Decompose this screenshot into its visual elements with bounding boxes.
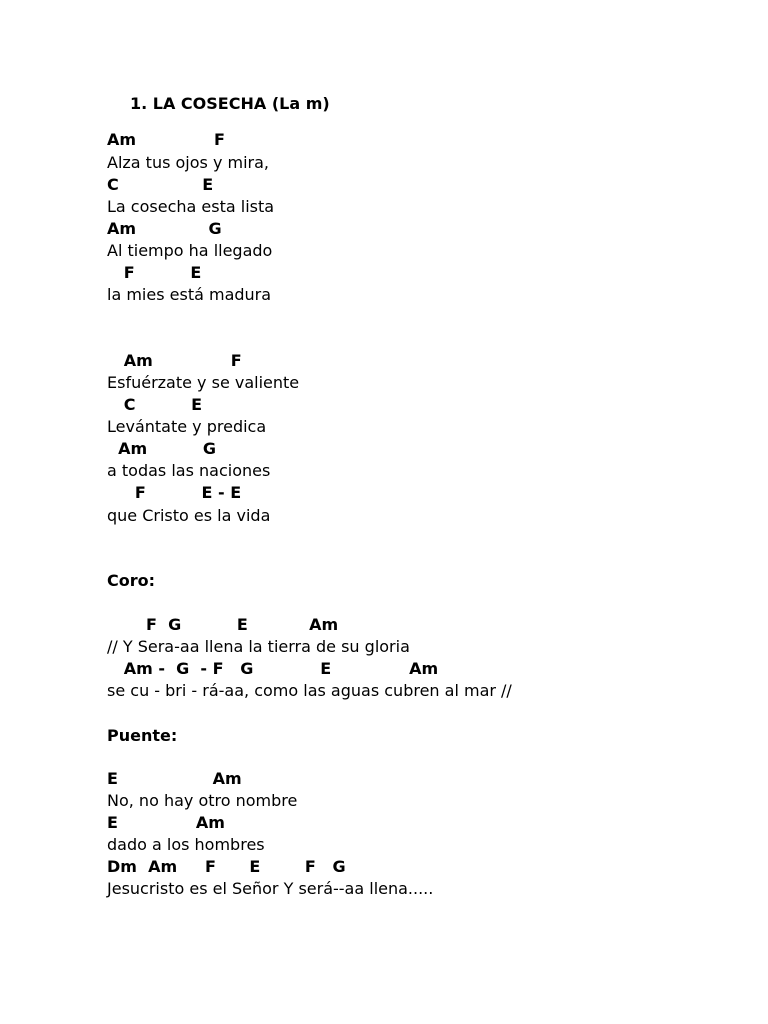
chorus-chords-2: Am - G - F G E Am bbox=[107, 659, 439, 678]
verse1-chords-4: F E bbox=[107, 263, 202, 282]
verse1-lyric-2: La cosecha esta lista bbox=[107, 197, 275, 216]
bridge-chords-2: E Am bbox=[107, 813, 225, 832]
verse2-lyric-3: a todas las naciones bbox=[107, 461, 271, 480]
bridge-heading: Puente: bbox=[107, 726, 178, 745]
verse2-lyric-4: que Cristo es la vida bbox=[107, 506, 271, 525]
bridge-lyric-2: dado a los hombres bbox=[107, 835, 265, 854]
verse1-chords-1: Am F bbox=[107, 130, 225, 149]
chorus-chords-1: F G E Am bbox=[107, 615, 339, 634]
verse2-chords-3: Am G bbox=[107, 439, 217, 458]
verse1-lyric-3: Al tiempo ha llegado bbox=[107, 241, 273, 260]
bridge-chords-1: E Am bbox=[107, 769, 242, 788]
verse2-lyric-2: Levántate y predica bbox=[107, 417, 267, 436]
song-title: 1. LA COSECHA (La m) bbox=[130, 94, 330, 113]
bridge-lyric-3: Jesucristo es el Señor Y será--aa llena..... bbox=[107, 879, 434, 898]
verse1-lyric-4: la mies está madura bbox=[107, 285, 272, 304]
verse1-lyric-1: Alza tus ojos y mira, bbox=[107, 153, 270, 172]
verse1-chords-2: C E bbox=[107, 175, 214, 194]
verse2-lyric-1: Esfuérzate y se valiente bbox=[107, 373, 300, 392]
chorus-heading: Coro: bbox=[107, 571, 156, 590]
verse2-chords-1: Am F bbox=[107, 351, 242, 370]
bridge-lyric-1: No, no hay otro nombre bbox=[107, 791, 298, 810]
verse2-chords-4: F E - E bbox=[107, 483, 242, 502]
bridge-chords-3: Dm Am F E F G bbox=[107, 857, 346, 876]
chorus-lyric-1: // Y Sera-aa llena la tierra de su gloria bbox=[107, 637, 410, 656]
verse1-chords-3: Am G bbox=[107, 219, 222, 238]
chorus-lyric-2: se cu - bri - rá-aa, como las aguas cubren al mar // bbox=[107, 681, 512, 700]
verse2-chords-2: C E bbox=[107, 395, 203, 414]
